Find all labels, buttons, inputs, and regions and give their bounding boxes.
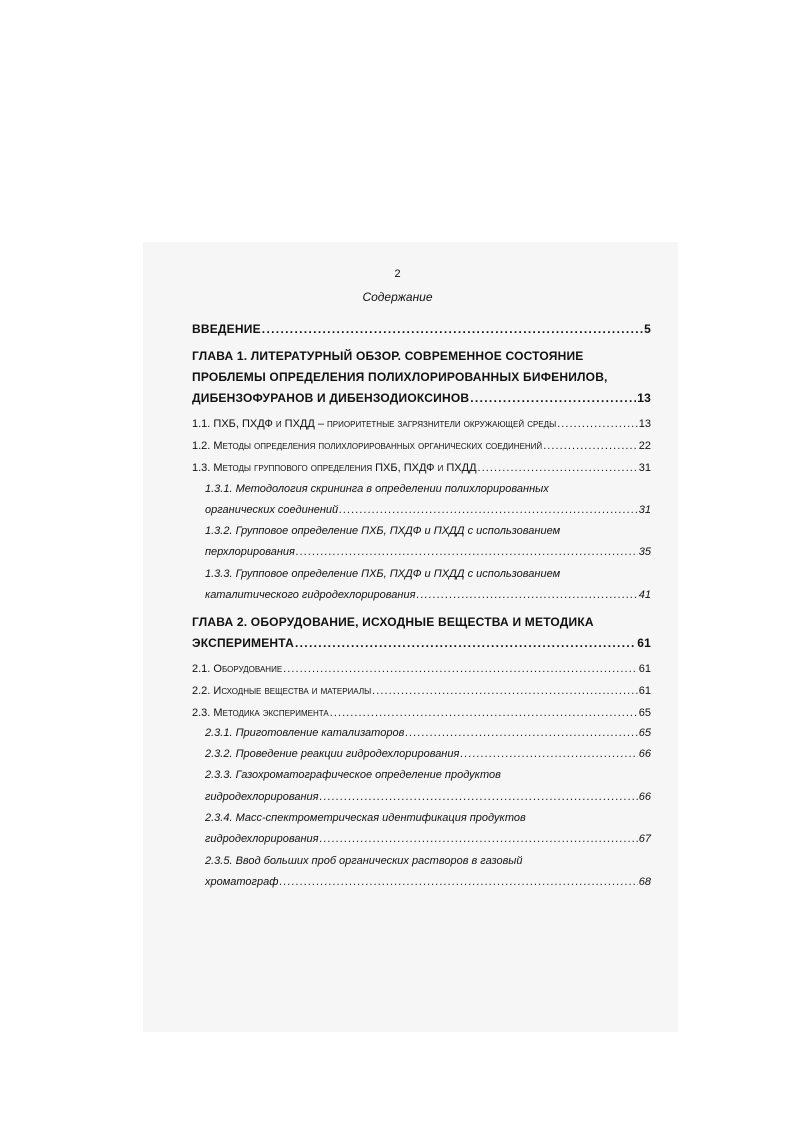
toc-entry-title: 2.3.1. Приготовление катализаторов	[205, 727, 405, 739]
toc-entry-1-3-1[interactable]	[205, 505, 651, 516]
toc-entry-title: Методы определения полихлорированных органических соединений	[213, 440, 543, 452]
toc-page-number: 31	[638, 462, 651, 474]
toc-entry-title: каталитического гидродехлорирования	[205, 589, 416, 601]
dot-leader	[543, 441, 638, 452]
page-number: 2	[394, 268, 401, 280]
section-number: 1.1.	[192, 418, 211, 430]
dot-leader	[320, 792, 638, 803]
toc-page-number: 61	[637, 636, 651, 650]
dot-leader	[460, 749, 637, 760]
toc-page-number: 65	[638, 707, 651, 719]
dot-leader	[339, 505, 638, 516]
toc-entry-1-3-2-line-1[interactable]: 1.3.2. Групповое определение ПХБ, ПХДФ и ПХДД с использованием	[205, 525, 561, 537]
dot-leader	[283, 664, 638, 675]
toc-page-number: 13	[637, 391, 651, 405]
section-number: 1.2.	[192, 440, 211, 452]
toc-page-number: 22	[638, 440, 651, 452]
chapter-2-title-line-1[interactable]: ГЛАВА 2. ОБОРУДОВАНИЕ, ИСХОДНЫЕ ВЕЩЕСТВА И МЕТОДИКА	[192, 615, 594, 629]
dot-leader	[296, 547, 638, 558]
dot-leader	[295, 637, 636, 649]
toc-page-number: 35	[638, 546, 651, 558]
toc-entry-1-3-3[interactable]	[205, 590, 651, 601]
chapter-1-title-line-1[interactable]: ГЛАВА 1. ЛИТЕРАТУРНЫЙ ОБЗОР. СОВРЕМЕННОЕ СОСТОЯНИЕ	[192, 349, 584, 363]
toc-page-number: 66	[638, 791, 651, 803]
dot-leader	[478, 463, 638, 474]
dot-leader	[330, 708, 638, 719]
section-number: 1.3.	[192, 462, 211, 474]
toc-entry-2-1[interactable]	[192, 664, 651, 675]
toc-entry-2-3-1[interactable]	[205, 728, 651, 739]
toc-entry-title: Методы группового определения ПХБ, ПХДФ и ПХДД	[213, 462, 477, 474]
toc-entry-title: ДИБЕНЗОФУРАНОВ И ДИБЕНЗОДИОКСИНОВ	[192, 391, 470, 405]
chapter-1-title-line-2[interactable]: ПРОБЛЕМЫ ОПРЕДЕЛЕНИЯ ПОЛИХЛОРИРОВАННЫХ БИФЕНИЛОВ,	[192, 370, 608, 384]
toc-entry-title: гидродехлорирования	[205, 791, 319, 803]
toc-entry-2-3-4[interactable]	[205, 834, 651, 845]
toc-entry-1-3-2[interactable]	[205, 547, 651, 558]
toc-entry-2-2[interactable]	[192, 686, 651, 697]
section-number: 2.3.	[192, 707, 211, 719]
toc-entry-title: ПХБ, ПХДФ и ПХДД – приоритетные загрязнители окружающей среды	[213, 418, 557, 430]
toc-page-number: 66	[638, 748, 651, 760]
toc-entry-2-3-5-line-1[interactable]: 2.3.5. Ввод больших проб органических растворов в газовый	[205, 855, 523, 867]
dot-leader	[262, 323, 643, 335]
toc-entry-1-3-3-line-1[interactable]: 1.3.3. Групповое определение ПХБ, ПХДФ и ПХДД с использованием	[205, 568, 561, 580]
toc-page-number: 61	[638, 663, 651, 675]
toc-entry-title: Исходные вещества и материалы	[213, 685, 372, 697]
dot-leader	[372, 686, 638, 697]
toc-page-number: 41	[638, 589, 651, 601]
toc-page-number: 65	[638, 727, 651, 739]
toc-page-number: 31	[638, 504, 651, 516]
dot-leader	[470, 392, 636, 404]
section-number: 2.1.	[192, 663, 211, 675]
toc-page-number: 68	[638, 876, 651, 888]
toc-page-number: 61	[638, 685, 651, 697]
toc-entry-2-3-4-line-1[interactable]: 2.3.4. Масс-спектрометрическая идентификация продуктов	[205, 812, 526, 824]
toc-entry-1-3-1-line-1[interactable]: 1.3.1. Методология скрининга в определении полихлорированных	[205, 483, 549, 495]
toc-entry-chapter-2[interactable]	[192, 637, 651, 649]
toc-page-number: 13	[638, 418, 651, 430]
dot-leader	[320, 834, 638, 845]
dot-leader	[557, 419, 638, 430]
toc-entry-title: Методика эксперимента	[213, 707, 329, 719]
dot-leader	[416, 590, 637, 601]
toc-entry-2-3-3[interactable]	[205, 792, 651, 803]
toc-page-number: 67	[638, 833, 651, 845]
toc-entry-title: Оборудование	[213, 663, 283, 675]
toc-entry-1-2[interactable]	[192, 441, 651, 452]
toc-entry-title: гидродехлорирования	[205, 833, 319, 845]
dot-leader	[405, 728, 637, 739]
toc-entry-1-1[interactable]	[192, 419, 651, 430]
toc-entry-title: органических соединений	[205, 504, 339, 516]
toc-page-number: 5	[644, 322, 651, 336]
toc-entry-title: ЭКСПЕРИМЕНТА	[192, 636, 294, 650]
toc-title: Содержание	[362, 290, 433, 304]
toc-entry-2-3-2[interactable]	[205, 749, 651, 760]
dot-leader	[279, 877, 637, 888]
toc-entry-title: хроматограф	[205, 876, 279, 888]
toc-entry-title: 2.3.2. Проведение реакции гидродехлорирования	[205, 748, 460, 760]
toc-entry-chapter-1[interactable]	[192, 392, 651, 404]
toc-entry-2-3-3-line-1[interactable]: 2.3.3. Газохроматографическое определение продуктов	[205, 769, 501, 781]
section-number: 2.2.	[192, 685, 211, 697]
toc-entry-1-3[interactable]	[192, 463, 651, 474]
toc-entry-2-3-5[interactable]	[205, 877, 651, 888]
toc-entry-2-3[interactable]	[192, 708, 651, 719]
toc-entry-title: перхлорирования	[205, 546, 295, 558]
toc-entry-introduction[interactable]	[192, 323, 651, 335]
toc-entry-title: ВВЕДЕНИЕ	[192, 322, 261, 336]
